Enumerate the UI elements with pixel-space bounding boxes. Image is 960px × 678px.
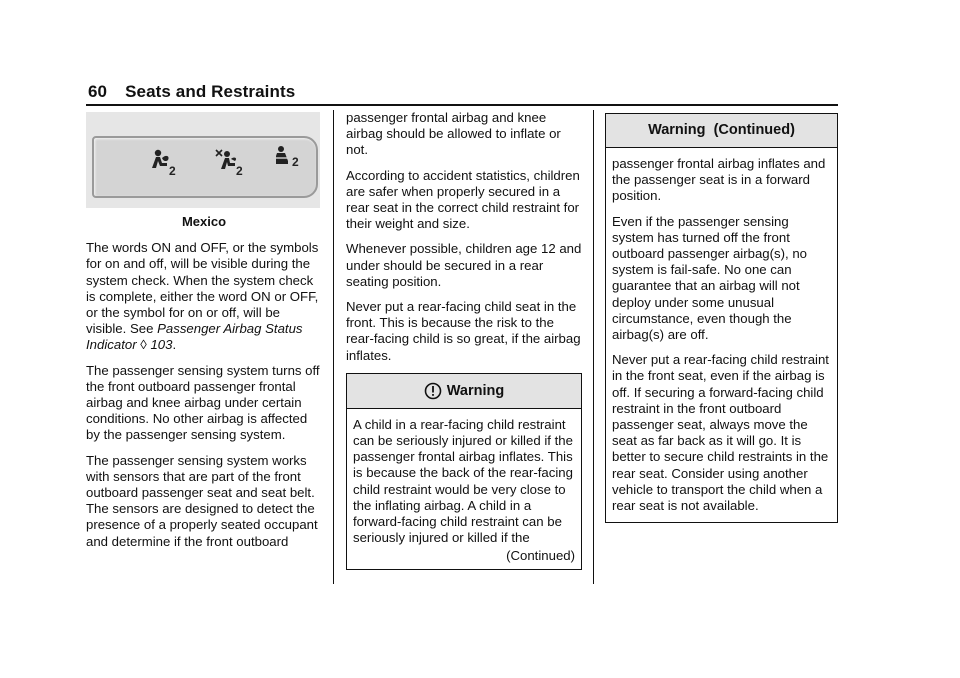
page-number: 60 — [88, 82, 108, 101]
svg-text:2: 2 — [236, 164, 243, 178]
paragraph: passenger frontal airbag and knee airbag should be allowed to inflate or not. — [346, 110, 561, 158]
svg-text:2: 2 — [169, 164, 176, 178]
warning-title: Warning — [446, 382, 505, 399]
warning-header — [347, 374, 581, 409]
warning-text: A child in a rear-facing child restraint can be seriously injured or killed if the passenger frontal airbag inflates. This is because the back of the rear-facing child restraint would be very close to the inflating airbag. A child in a forward-facing child restraint can be seriously injured or killed if the — [353, 416, 573, 546]
indicator-panel — [92, 136, 318, 198]
indicator-panel-image — [86, 112, 320, 208]
page-header — [88, 82, 295, 102]
paragraph-text: The words ON and OFF, or the symbols for on and off, will be visible during the system check. When the system check is complete, either the word ON or OFF, or the symbol for on or off, will be visible. See — [86, 240, 319, 337]
figure-caption: Mexico — [181, 214, 227, 229]
paragraph: The passenger sensing system works with sensors that are part of the front outboard passenger seat and seat belt. The sensors are designed to detect the presence of a properly seated occupant and determine if the front outboard — [86, 452, 318, 549]
column-2 — [346, 110, 582, 570]
paragraph: The passenger sensing system turns off the front outboard passenger frontal airbag and knee airbag under certain conditions. No other airbag is affected by the passenger sensing system. — [86, 362, 320, 443]
warning-continued-title: Warning (Continued) — [648, 122, 795, 139]
warning-icon — [424, 382, 442, 400]
airbag-off-icon — [214, 148, 248, 178]
paragraph: Even if the passenger sensing system has turned off the front outboard passenger airbag(s), no system is fail-safe. No one can guarantee that an airbag will not deploy under some unusual circumstance, even though the airbag(s) are off. — [612, 213, 808, 343]
continued-label: (Continued) — [506, 548, 575, 564]
svg-text:2: 2 — [292, 155, 299, 169]
page-reference-arrow: ◊ — [140, 337, 147, 353]
paragraph — [86, 240, 322, 353]
section-title: Seats and Restraints — [125, 82, 296, 101]
warning-continued-box — [605, 113, 838, 523]
paragraph: According to accident statistics, children are safer when properly secured in a rear seat in the correct child restraint for their weight and size. — [346, 167, 580, 232]
warning-continued-body — [606, 148, 837, 522]
column-1 — [86, 112, 322, 559]
page-reference-number[interactable]: 103 — [150, 337, 173, 353]
paragraph: Whenever possible, children age 12 and under should be secured in a rear seating position. — [346, 241, 582, 289]
column-divider-right — [593, 110, 594, 584]
passenger-seat-icon — [272, 144, 306, 174]
paragraph: Never put a rear-facing child seat in the front. This is because the risk to the rear-facing child is so great, if the airbag inflates. — [346, 299, 581, 363]
paragraph: passenger frontal airbag inflates and the passenger seat is in a forward position. — [612, 156, 826, 204]
warning-box — [346, 373, 582, 570]
paragraph: Never put a rear-facing child restraint in the front seat, even if the airbag is off. If securing a forward-facing child restraint in the front outboard passenger seat, always move the seat as far back as it will go. It is better to secure child restraints in the rear seat. Consider using another vehicle to transport the child when a rear seat is not available. — [612, 352, 829, 514]
period: . — [172, 337, 177, 353]
airbag-on-icon — [148, 148, 182, 178]
warning-continued-header — [606, 114, 837, 148]
header-rule — [86, 104, 838, 106]
column-3 — [605, 113, 838, 523]
cross-reference-link[interactable]: Passenger Airbag Status Indicator — [86, 321, 303, 353]
column-divider-left — [333, 110, 334, 584]
warning-body — [347, 409, 581, 569]
